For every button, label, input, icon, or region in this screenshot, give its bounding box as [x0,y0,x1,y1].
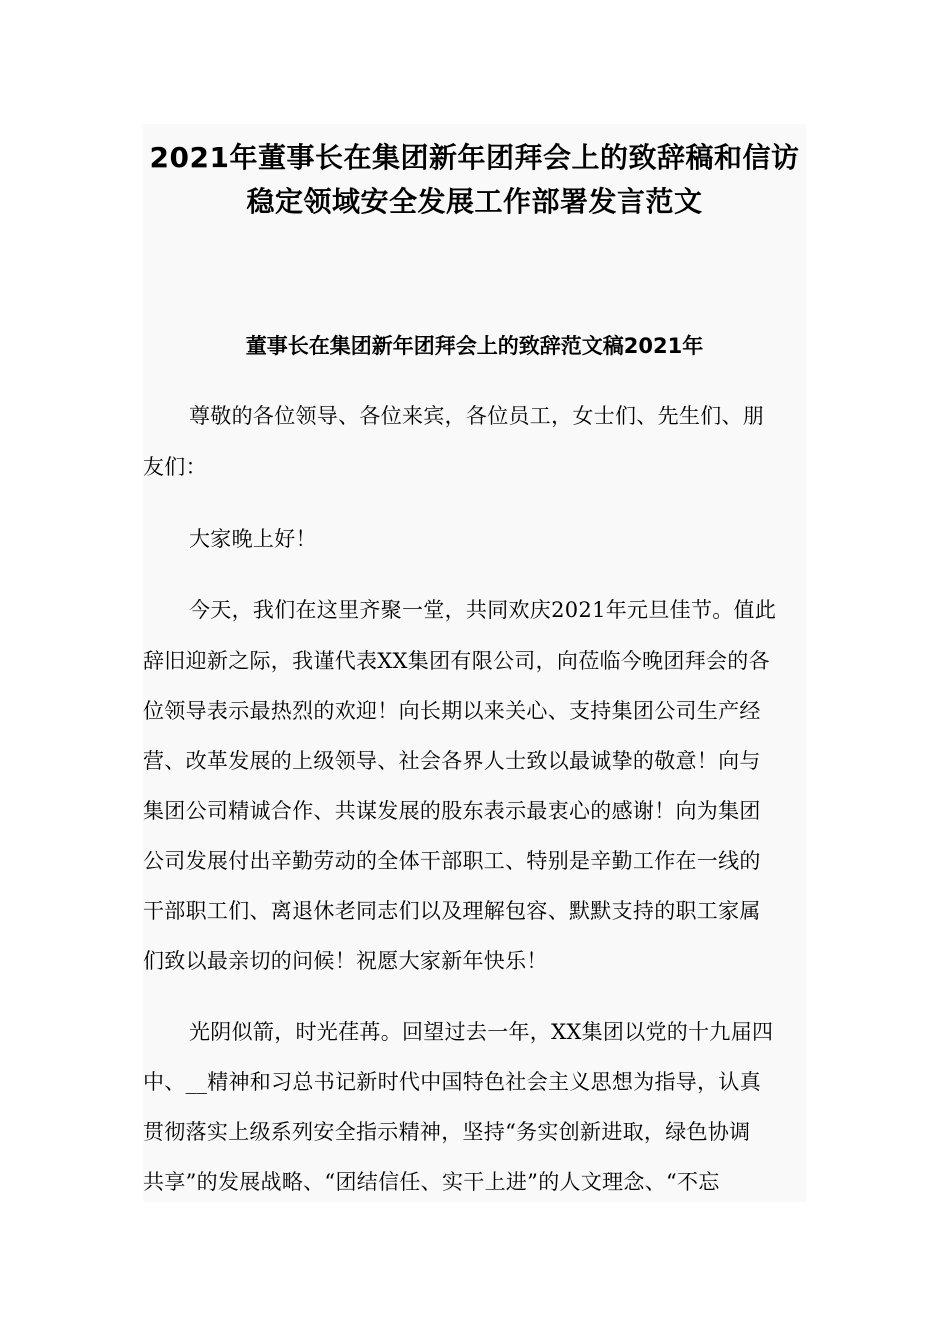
body-line: 大家晚上好！ [189,527,317,551]
body-line: 干部职工们、离退休老同志们以及理解包容、默默支持的职工家属 [143,899,761,923]
body-line: 中、__精神和习总书记新时代中国特色社会主义思想为指导，认真 [143,1070,761,1094]
document-title-line-2: 稳定领域安全发展工作部署发言范文 [246,185,703,218]
body-line: 今天，我们在这里齐聚一堂，共同欢庆2021年元旦佳节。值此 [189,598,777,622]
body-line: 辞旧迎新之际，我谨代表XX集团有限公司，向莅临今晚团拜会的各 [143,649,770,673]
body-line: 尊敬的各位领导、各位来宾，各位员工，女士们、先生们、朋 [189,404,765,428]
body-line: 公司发展付出辛勤劳动的全体干部职工、特别是辛勤工作在一线的 [143,849,761,873]
document-page [143,124,806,1202]
body-line: 光阴似箭，时光荏苒。回望过去一年，XX集团以党的十九届四 [189,1020,774,1044]
document-title-line-1: 2021年董事长在集团新年团拜会上的致辞稿和信访 [149,141,800,174]
body-line: 贯彻落实上级系列安全指示精神，坚持“务实创新进取，绿色协调 [143,1120,751,1144]
body-line: 集团公司精诚合作、共谋发展的股东表示最衷心的感谢！向为集团 [143,799,761,823]
body-line: 位领导表示最热烈的欢迎！向长期以来关心、支持集团公司生产经 [143,699,761,723]
body-line: 友们： [143,455,207,479]
body-line: 营、改革发展的上级领导、社会各界人士致以最诚挚的敬意！向与 [143,749,761,773]
section-heading: 董事长在集团新年团拜会上的致辞范文稿2021年 [245,334,704,358]
body-line: 们致以最亲切的问候！祝愿大家新年快乐！ [143,949,548,973]
body-line: 共享”的发展战略、“团结信任、实干上进”的人文理念、“不忘 [143,1170,720,1194]
